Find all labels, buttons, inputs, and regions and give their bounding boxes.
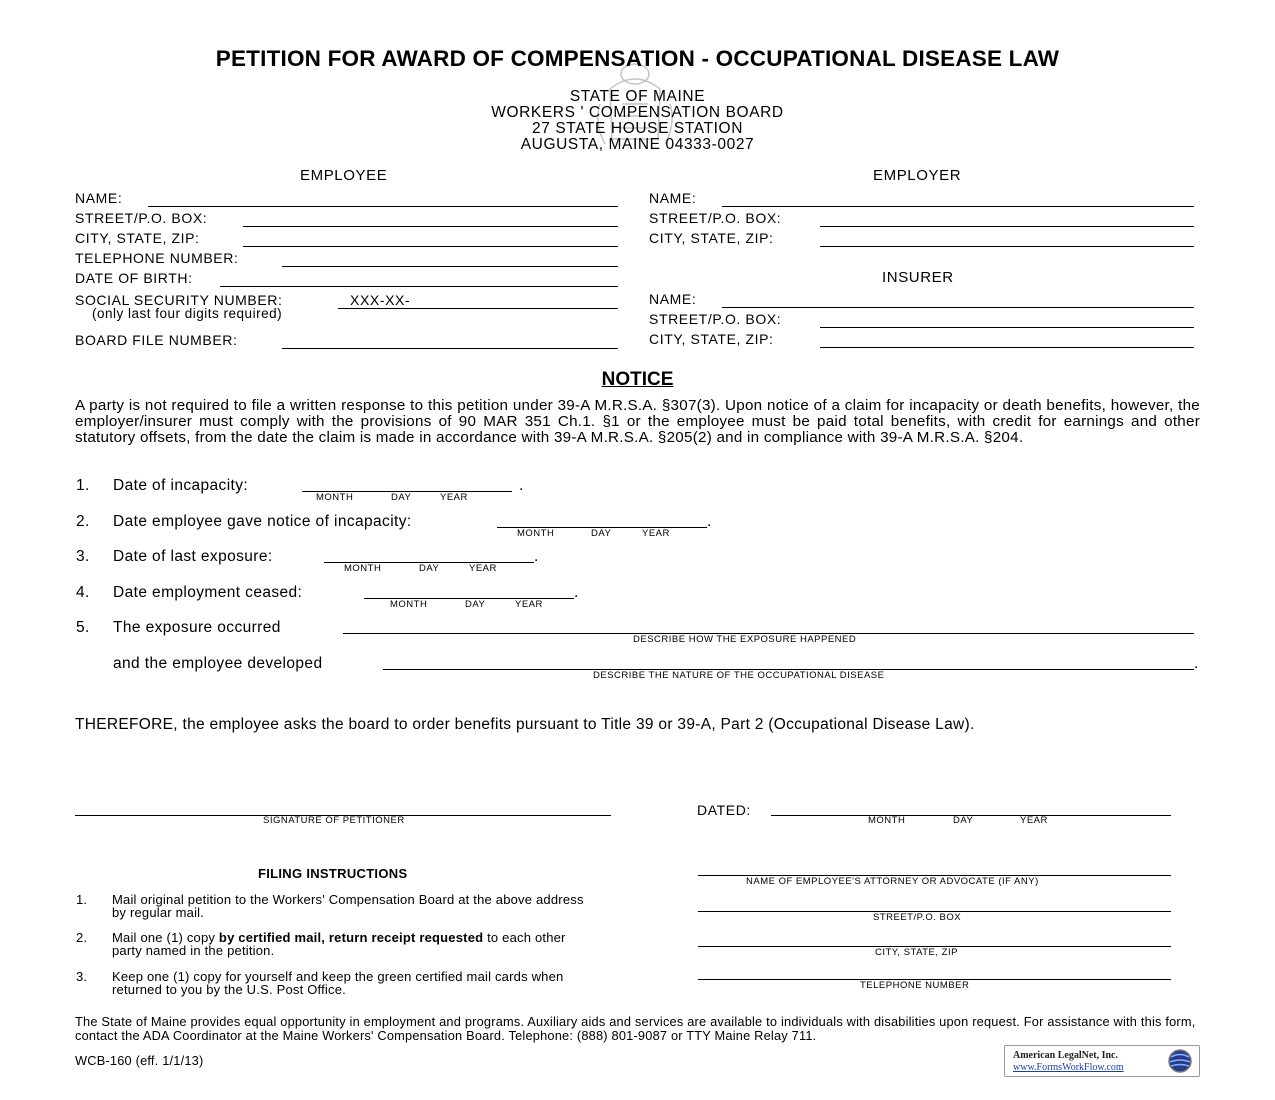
- address-line-2: WORKERS ' COMPENSATION BOARD: [491, 104, 784, 121]
- employee-board-file-label: BOARD FILE NUMBER:: [75, 332, 238, 348]
- employee-dob-label: DATE OF BIRTH:: [75, 270, 193, 286]
- employee-phone-field[interactable]: [282, 266, 618, 267]
- filing-step-2-text-a: Mail one (1) copy: [112, 930, 219, 945]
- item-2-label: Date employee gave notice of incapacity:: [113, 513, 412, 530]
- item-1-period: .: [519, 477, 524, 494]
- filing-step-3-text: Keep one (1) copy for yourself and keep the green certified mail cards when returned to you by the U.S. Post Office.: [112, 969, 564, 997]
- employee-name-field[interactable]: [148, 206, 618, 207]
- employer-street-field[interactable]: [820, 226, 1194, 227]
- footer-notice: The State of Maine provides equal opportunity in employment and programs. Auxiliary aids and services are available to individuals with disabilities upon request. For assistance with this form, contact the ADA Coordinator at the Maine Workers' Compensation Board. Telephone: (888) 801-9087 or TTY Maine Relay 711.: [75, 1014, 1196, 1043]
- exposure-description-hint: DESCRIBE HOW THE EXPOSURE HAPPENED: [633, 634, 857, 645]
- employee-city-field[interactable]: [243, 246, 618, 247]
- insurer-street-label: STREET/P.O. BOX:: [649, 311, 782, 327]
- employee-dob-field[interactable]: [220, 286, 618, 287]
- logo-globe-icon: [1165, 1048, 1195, 1074]
- therefore-statement: THEREFORE, the employee asks the board to order benefits pursuant to Title 39 or 39-A, Part 2 (Occupational Disease Law).: [75, 716, 975, 733]
- item-3-period: .: [534, 548, 539, 565]
- notice-text: A party is not required to file a written response to this petition under 39-A M.R.S.A. §307(3). Upon notice of a claim for incapacity or death benefits, however, the employer/insurer must comply with the provisions of 90 MAR 351 Ch.1. §1 or the employee must be paid total benefits, with credit for earnings and other statutory offsets, from the date the claim is made in accordance with 39-A M.R.S.A. §205(2) and in compliance with 39-A M.R.S.A. §204.: [75, 397, 1200, 446]
- insurer-city-label: CITY, STATE, ZIP:: [649, 331, 774, 347]
- attorney-name-caption: NAME OF EMPLOYEE'S ATTORNEY OR ADVOCATE (IF ANY): [746, 876, 1039, 887]
- employee-ssn-note: (only last four digits required): [92, 306, 283, 321]
- item-3-month-caption: MONTH: [344, 563, 382, 574]
- dated-label: DATED:: [697, 802, 751, 818]
- item-3-year-caption: YEAR: [469, 563, 497, 574]
- insurer-heading: INSURER: [882, 269, 954, 286]
- employer-name-label: NAME:: [649, 190, 697, 206]
- item-4-label: Date employment ceased:: [113, 584, 303, 601]
- item-4-period: .: [574, 584, 579, 601]
- logo-company-name: American LegalNet, Inc.: [1013, 1050, 1118, 1061]
- dated-month-caption: MONTH: [868, 815, 906, 826]
- item-5-number: 5.: [76, 619, 90, 636]
- item-4-number: 4.: [76, 584, 90, 601]
- employee-phone-label: TELEPHONE NUMBER:: [75, 250, 239, 266]
- form-id: WCB-160 (eff. 1/1/13): [75, 1053, 204, 1068]
- notice-heading: NOTICE: [601, 369, 674, 390]
- filing-step-2-number: 2.: [76, 930, 88, 945]
- insurer-street-field[interactable]: [820, 327, 1194, 328]
- item-1-number: 1.: [76, 477, 90, 494]
- item-2-month-caption: MONTH: [517, 528, 555, 539]
- item-2-period: .: [707, 513, 712, 530]
- employer-heading: EMPLOYER: [873, 167, 962, 184]
- item-3-day-caption: DAY: [419, 563, 440, 574]
- attorney-phone-caption: TELEPHONE NUMBER: [860, 980, 970, 991]
- insurer-name-label: NAME:: [649, 291, 697, 307]
- address-line-3: 27 STATE HOUSE STATION: [532, 120, 743, 137]
- signature-caption: SIGNATURE OF PETITIONER: [263, 815, 405, 826]
- filing-instructions-heading: FILING INSTRUCTIONS: [258, 866, 408, 881]
- dated-day-caption: DAY: [953, 815, 974, 826]
- item-2-day-caption: DAY: [591, 528, 612, 539]
- filing-step-2-text-b: to each other party named in the petition.: [112, 930, 566, 958]
- employee-city-label: CITY, STATE, ZIP:: [75, 230, 200, 246]
- employee-name-label: NAME:: [75, 190, 123, 206]
- item-1-year-caption: YEAR: [440, 492, 468, 503]
- item-6-label: and the employee developed: [113, 655, 323, 672]
- item-1-day-caption: DAY: [391, 492, 412, 503]
- filing-step-3-number: 3.: [76, 969, 88, 984]
- employee-board-file-field[interactable]: [282, 348, 618, 349]
- employer-street-label: STREET/P.O. BOX:: [649, 210, 782, 226]
- employee-street-label: STREET/P.O. BOX:: [75, 210, 208, 226]
- attorney-city-caption: CITY, STATE, ZIP: [875, 947, 958, 958]
- attorney-street-caption: STREET/P.O. BOX: [873, 912, 962, 923]
- employer-name-field[interactable]: [722, 206, 1194, 207]
- item-4-month-caption: MONTH: [390, 599, 428, 610]
- item-6-period: .: [1194, 655, 1199, 672]
- item-4-year-caption: YEAR: [515, 599, 543, 610]
- address-line-1: STATE OF MAINE: [569, 88, 706, 105]
- item-2-number: 2.: [76, 513, 90, 530]
- dated-year-caption: YEAR: [1020, 815, 1048, 826]
- employee-ssn-value: XXX-XX-: [350, 292, 411, 308]
- logo-website-link[interactable]: www.FormsWorkFlow.com: [1013, 1062, 1124, 1073]
- insurer-name-field[interactable]: [722, 307, 1194, 308]
- item-3-number: 3.: [76, 548, 90, 565]
- insurer-city-field[interactable]: [820, 347, 1194, 348]
- employee-ssn-label: SOCIAL SECURITY NUMBER:: [75, 292, 283, 308]
- item-3-label: Date of last exposure:: [113, 548, 273, 565]
- item-1-month-caption: MONTH: [316, 492, 354, 503]
- filing-step-2-emphasis: by certified mail, return receipt requested: [218, 930, 484, 945]
- filing-step-2-text: [112, 931, 592, 957]
- item-1-label: Date of incapacity:: [113, 477, 249, 494]
- employee-street-field[interactable]: [243, 226, 618, 227]
- disease-description-hint: DESCRIBE THE NATURE OF THE OCCUPATIONAL DISEASE: [593, 670, 885, 681]
- form-title: PETITION FOR AWARD OF COMPENSATION - OCCUPATIONAL DISEASE LAW: [215, 46, 1060, 71]
- address-line-4: AUGUSTA, MAINE 04333-0027: [520, 136, 755, 153]
- employee-heading: EMPLOYEE: [300, 167, 388, 184]
- filing-step-1-text: Mail original petition to the Workers' Compensation Board at the above address by regular mail.: [112, 892, 584, 920]
- employee-ssn-field[interactable]: [338, 308, 618, 309]
- publisher-logo[interactable]: [1004, 1045, 1200, 1077]
- item-5-label: The exposure occurred: [113, 619, 281, 636]
- employer-city-field[interactable]: [820, 246, 1194, 247]
- filing-step-1-number: 1.: [76, 892, 88, 907]
- employer-city-label: CITY, STATE, ZIP:: [649, 230, 774, 246]
- item-4-day-caption: DAY: [465, 599, 486, 610]
- item-2-year-caption: YEAR: [642, 528, 670, 539]
